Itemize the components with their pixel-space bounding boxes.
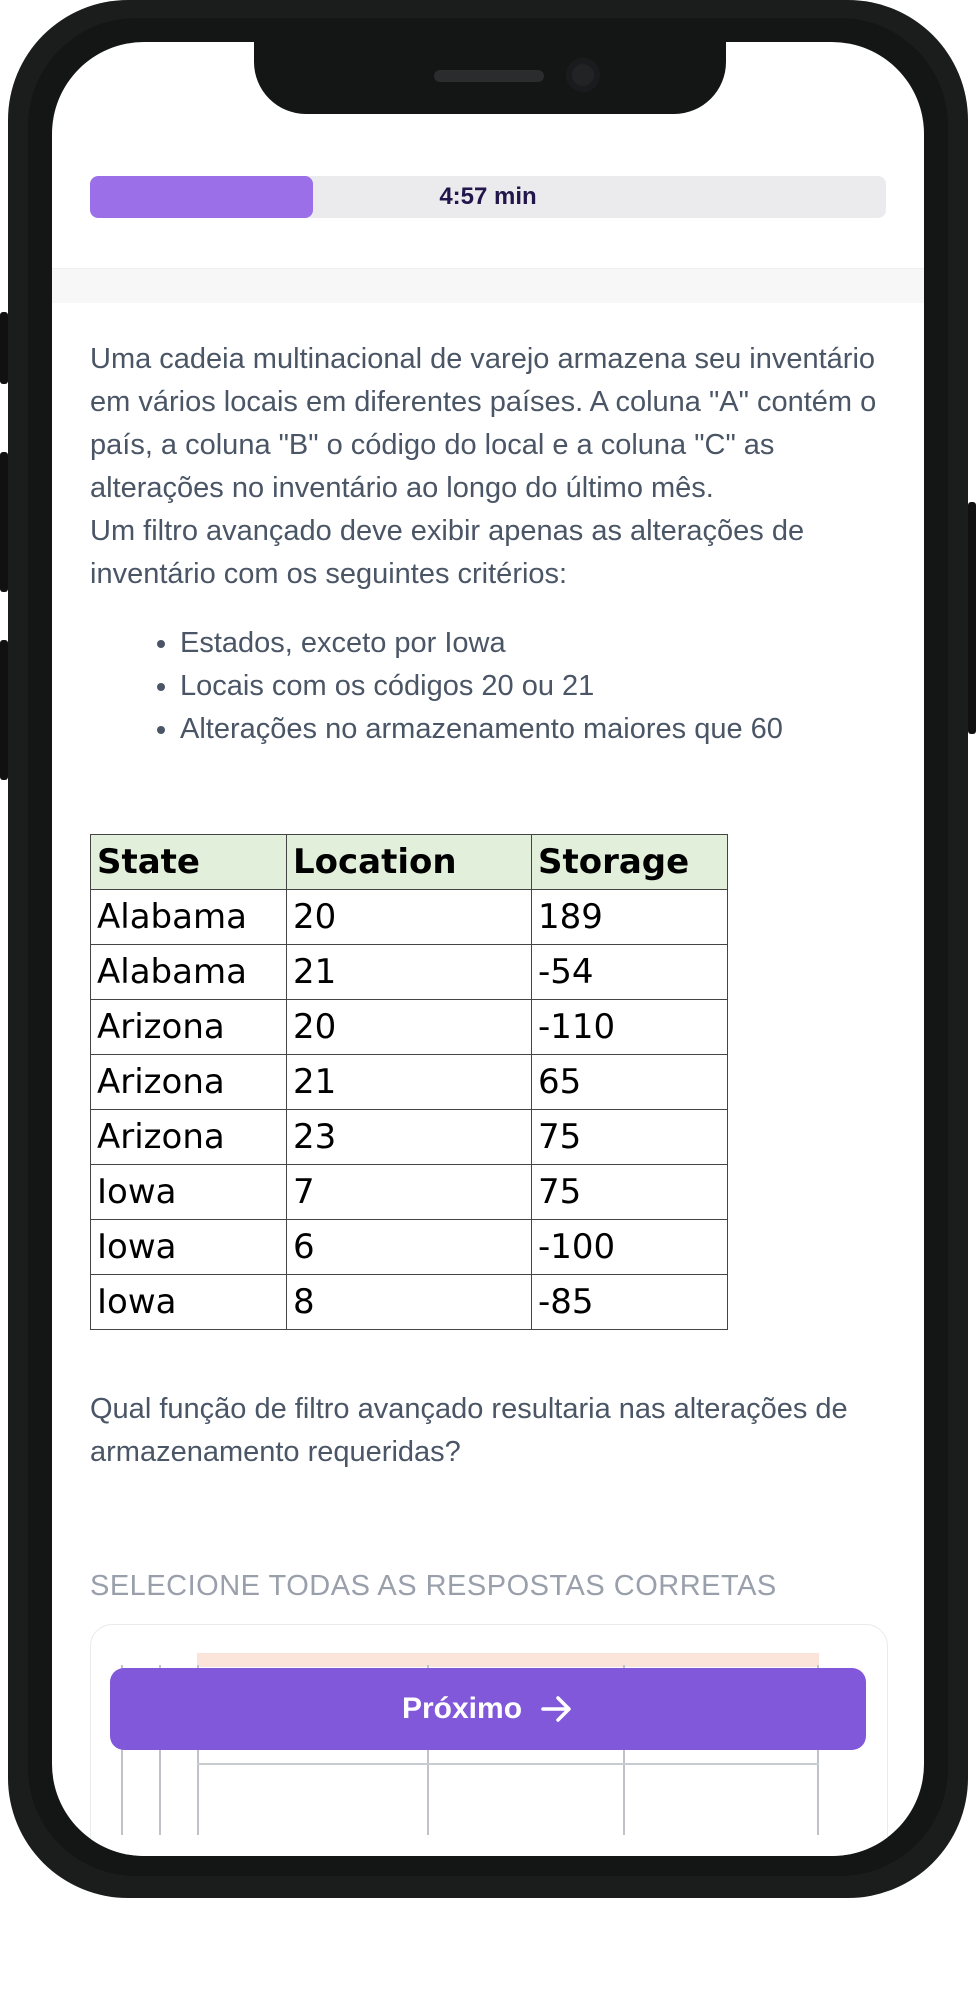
table-header-row	[91, 835, 728, 890]
cell-location: 23	[287, 1110, 532, 1165]
cell-state: Iowa	[91, 1220, 287, 1275]
next-button-label: Próximo	[401, 1692, 523, 1725]
header-divider	[52, 268, 924, 303]
question-paragraph-2: Um filtro avançado deve exibir apenas as alterações de inventário com os seguintes critérios:	[90, 515, 805, 590]
cell-location: 20	[287, 890, 532, 945]
cell-state: Iowa	[91, 1165, 287, 1220]
cell-state: Arizona	[91, 1000, 287, 1055]
speaker-grille	[434, 70, 544, 82]
timer-progress-bar	[90, 176, 886, 218]
table-row	[91, 1055, 728, 1110]
table-row	[91, 1110, 728, 1165]
question-paragraph-1: Uma cadeia multinacional de varejo armazena seu inventário em vários locais em diferentes países. A coluna "A" contém o país, a coluna "B" o código do local e a coluna "C" as alterações no inventário ao longo do último mês.	[90, 343, 877, 504]
timer-label: 4:57 min	[439, 183, 537, 210]
table-row	[91, 1220, 728, 1275]
next-button[interactable]	[110, 1668, 866, 1750]
cell-location: 21	[287, 945, 532, 1000]
column-header-state: State	[91, 835, 287, 890]
criteria-item: • Alterações no armazenamento maiores que 60	[180, 708, 890, 751]
cell-storage: -85	[532, 1275, 728, 1330]
mute-switch	[0, 312, 8, 384]
table-row	[91, 1000, 728, 1055]
column-header-storage: Storage	[532, 835, 728, 890]
notch	[254, 42, 726, 114]
answer-image-header	[197, 1653, 819, 1667]
cell-storage: 75	[532, 1110, 728, 1165]
column-header-location: Location	[287, 835, 532, 890]
cell-location: 21	[287, 1055, 532, 1110]
cell-location: 7	[287, 1165, 532, 1220]
cell-state: Arizona	[91, 1055, 287, 1110]
cell-state: Alabama	[91, 890, 287, 945]
cell-storage: 65	[532, 1055, 728, 1110]
inventory-table	[90, 834, 728, 1330]
cell-storage: 75	[532, 1165, 728, 1220]
arrow-right-icon	[540, 1694, 574, 1724]
question-text	[90, 338, 890, 751]
volume-down-button	[0, 640, 8, 780]
table-row	[91, 1165, 728, 1220]
criteria-item: • Locais com os códigos 20 ou 21	[180, 665, 890, 708]
screen	[52, 42, 924, 1856]
cell-location: 8	[287, 1275, 532, 1330]
answer-instruction: SELECIONE TODAS AS RESPOSTAS CORRETAS	[90, 1570, 777, 1602]
cell-location: 6	[287, 1220, 532, 1275]
cell-storage: 189	[532, 890, 728, 945]
power-button	[968, 502, 976, 734]
table-row	[91, 1275, 728, 1330]
answer-image-gridline	[197, 1763, 819, 1765]
cell-storage: -54	[532, 945, 728, 1000]
volume-up-button	[0, 452, 8, 592]
cell-storage: -100	[532, 1220, 728, 1275]
criteria-item: • Estados, exceto por Iowa	[180, 622, 890, 665]
cell-storage: -110	[532, 1000, 728, 1055]
cell-state: Alabama	[91, 945, 287, 1000]
cell-location: 20	[287, 1000, 532, 1055]
cell-state: Arizona	[91, 1110, 287, 1165]
question-prompt: Qual função de filtro avançado resultaria nas alterações de armazenamento requeridas?	[90, 1393, 848, 1468]
table-row	[91, 945, 728, 1000]
table-row	[91, 890, 728, 945]
front-camera	[566, 58, 600, 92]
criteria-list	[90, 622, 890, 751]
cell-state: Iowa	[91, 1275, 287, 1330]
